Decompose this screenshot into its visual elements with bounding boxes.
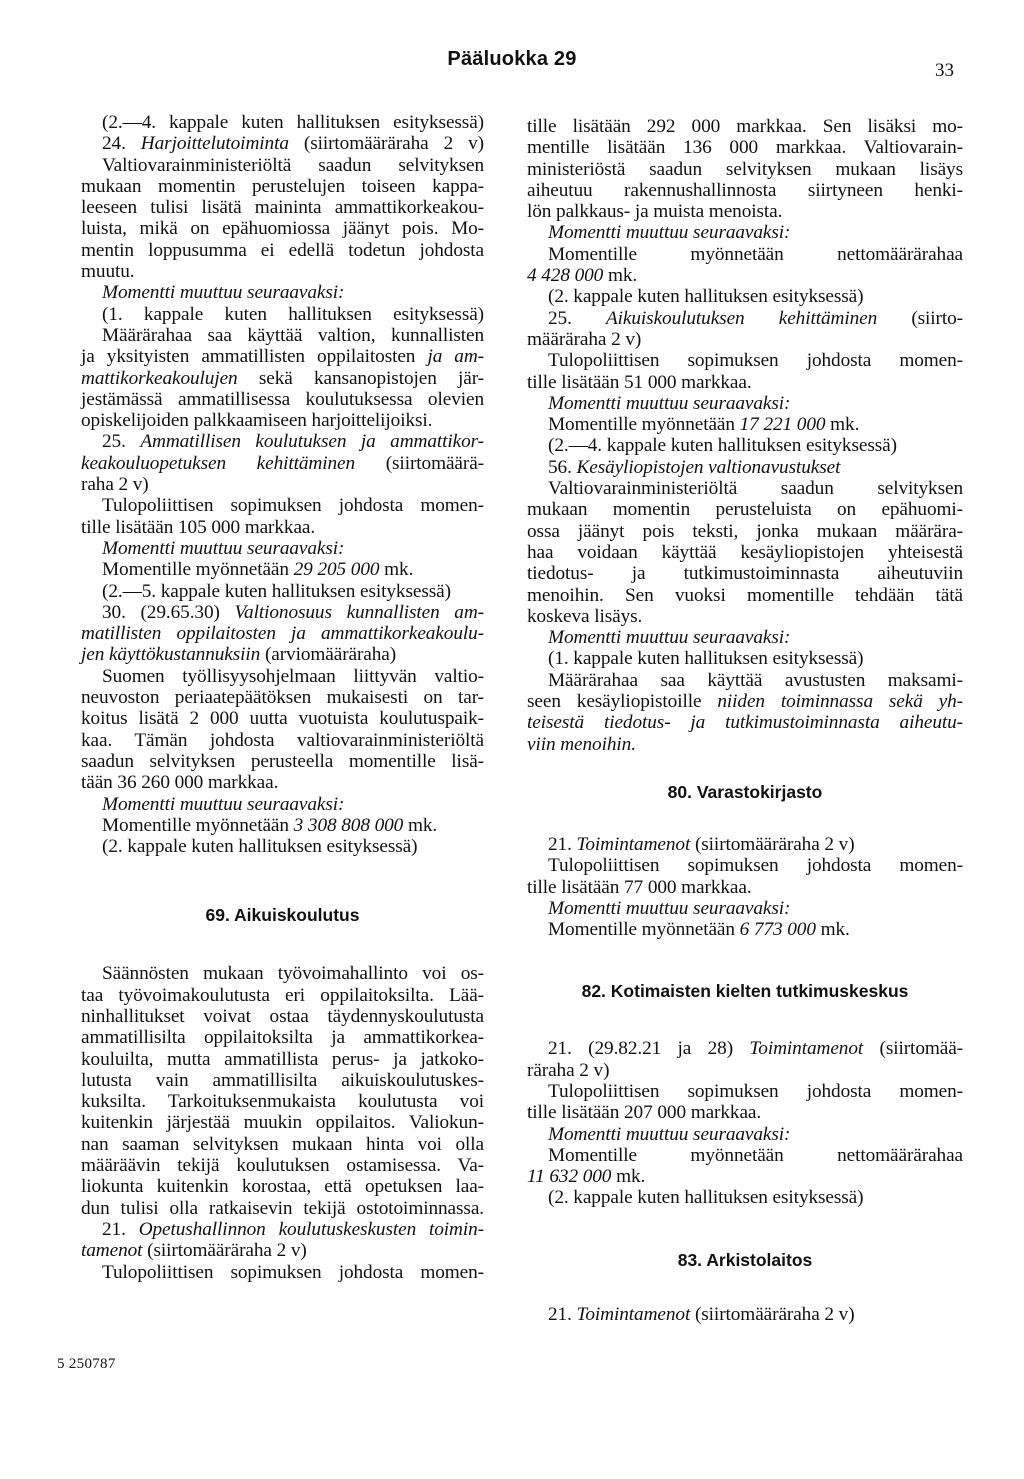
- text-segment: tille lisätään 51 000 markkaa.: [527, 371, 752, 393]
- text-segment: (2.—4. kappale kuten hallituksen esityksessä): [102, 112, 484, 133]
- italic-text: 17 221 000: [739, 414, 826, 436]
- text-segment: (siirto-: [877, 307, 963, 329]
- italic-text: mattikorkeakoulujen: [81, 367, 238, 389]
- text-segment: (2.—5. kappale kuten hallituksen esityksessä): [102, 580, 451, 602]
- text-line: [81, 474, 484, 495]
- text-segment: Määrärahaa saa käyttää valtion, kunnallisten: [102, 324, 484, 346]
- text-segment: (siirtomääräraha 2 v): [288, 133, 484, 155]
- text-line: [527, 116, 963, 137]
- text-segment: räraha 2 v): [527, 1059, 610, 1081]
- text-segment: tään 36 260 000 markkaa.: [81, 772, 279, 794]
- section-heading: 69. Aikuiskoulutus: [205, 905, 360, 926]
- text-line: [527, 265, 963, 286]
- text-segment: kaa. Tämän johdosta valtiovarainministeriöltä: [81, 729, 484, 751]
- italic-text: tamenot: [81, 1240, 143, 1262]
- text-line: [81, 240, 484, 261]
- text-segment: saadun selvityksen perusteella momentille lisä-: [81, 750, 484, 772]
- text-line: [527, 1145, 963, 1166]
- text-line: [81, 1070, 484, 1091]
- text-line: [81, 559, 484, 580]
- text-segment: (siirtomääräraha 2 v): [690, 1303, 855, 1325]
- italic-text: teisestä tiedotus- ja tutkimustoiminnasta aiheutu-: [527, 712, 963, 734]
- text-segment: kuitenkin järjestää muukin oppilaitos. Valiokun-: [81, 1112, 484, 1134]
- italic-text: Momentti muuttuu seuraavaksi:: [548, 1123, 791, 1145]
- text-line: [527, 670, 963, 691]
- text-segment: kouluilta, mutta ammatillista perus- ja jatkoko-: [81, 1048, 484, 1070]
- text-segment: 24.: [102, 133, 141, 155]
- italic-text: Momentti muuttuu seuraavaksi:: [102, 793, 345, 815]
- text-segment: jestämässä ammatillisessa koulutuksessa olevien: [81, 388, 484, 410]
- text-segment: 21.: [102, 1218, 139, 1240]
- text-line: [527, 1304, 963, 1325]
- text-line: [527, 1166, 963, 1187]
- text-line: [81, 644, 484, 665]
- text-line: [81, 538, 484, 559]
- right-column: [527, 116, 963, 1325]
- text-segment: aiheutuu rakennushallinnosta siirtyneen henki-: [527, 179, 963, 201]
- text-line: [81, 1240, 484, 1261]
- text-segment: määräävin tekijä koulutuksen ostamisessa. Va-: [81, 1155, 484, 1177]
- text-line: [527, 648, 963, 669]
- text-line: [527, 585, 963, 606]
- text-segment: ja yksityisten ammatillisten oppilaitosten: [81, 346, 428, 368]
- text-line: [527, 1081, 963, 1102]
- text-line: [527, 1124, 963, 1145]
- text-line: [81, 197, 484, 218]
- text-segment: (1. kappale kuten hallituksen esityksessä): [548, 648, 864, 670]
- text-segment: 56.: [548, 456, 577, 478]
- section-heading: 82. Kotimaisten kielten tutkimuskeskus: [581, 981, 909, 1002]
- italic-text: Ammatillisen koulutuksen ja ammattikor-: [140, 431, 484, 453]
- text-segment: Momentille myönnetään: [548, 414, 740, 436]
- text-segment: lutusta vain ammatillisilta aikuiskoulutuskes-: [81, 1069, 484, 1091]
- text-segment: Määrärahaa saa käyttää avustusten maksami-: [548, 669, 963, 691]
- text-segment: seen kesäyliopistoille: [527, 691, 718, 713]
- text-line: [81, 794, 484, 815]
- text-segment: mukaan momentin perusteluista on epähuomi-: [527, 499, 963, 521]
- text-line: [81, 112, 484, 133]
- text-line: [81, 666, 484, 687]
- text-line: [81, 751, 484, 772]
- text-segment: mk.: [403, 814, 438, 836]
- italic-text: Momentti muuttuu seuraavaksi:: [548, 627, 791, 649]
- text-segment: mk.: [379, 559, 414, 581]
- text-segment: tille lisätään 77 000 markkaa.: [527, 876, 752, 898]
- text-line: [527, 286, 963, 307]
- text-segment: ninhallitukset voivat ostaa täydennyskoulutusta: [81, 1005, 484, 1027]
- text-line: [81, 155, 484, 176]
- text-segment: Momentille myönnetään: [102, 814, 294, 836]
- text-segment: raha 2 v): [81, 474, 149, 496]
- text-line: [81, 1198, 484, 1219]
- italic-text: Valtionosuus kunnallisten am-: [234, 601, 484, 623]
- text-segment: Suomen työllisyysohjelmaan liittyvän valtio-: [102, 665, 484, 687]
- text-line: [81, 1049, 484, 1070]
- text-line: [527, 563, 963, 584]
- text-line: [81, 985, 484, 1006]
- text-segment: (2. kappale kuten hallituksen esityksessä): [548, 286, 864, 308]
- text-line: [81, 368, 484, 389]
- text-line: [527, 350, 963, 371]
- text-segment: 30. (29.65.30): [102, 601, 235, 623]
- text-segment: 25.: [548, 307, 606, 329]
- text-line: [81, 1134, 484, 1155]
- text-line: [81, 581, 484, 602]
- text-segment: luista, mikä on epähuomiossa jäänyt pois. Mo-: [81, 218, 484, 240]
- text-segment: mk.: [611, 1166, 646, 1188]
- italic-text: 29 205 000: [293, 559, 380, 581]
- text-line: [527, 877, 963, 898]
- text-segment: Tulopoliittisen sopimuksen johdosta momen-: [548, 350, 963, 372]
- text-segment: (siirtomäärä-: [355, 452, 484, 474]
- text-segment: määräraha 2 v): [527, 328, 642, 350]
- text-segment: dun tulisi olla ratkaisevin tekijä ostotoiminnassa.: [81, 1197, 484, 1219]
- text-line: [81, 431, 484, 452]
- text-line: [81, 1027, 484, 1048]
- text-line: [81, 261, 484, 282]
- italic-text: Kesäyliopistojen valtionavustukset: [576, 456, 841, 478]
- italic-text: Aikuiskoulutuksen kehittäminen: [605, 307, 878, 329]
- print-code: 5 250787: [57, 1356, 116, 1372]
- text-line: [81, 389, 484, 410]
- text-line: [527, 457, 963, 478]
- text-segment: koitus lisätä 2 000 uutta vuotuista koulutuspaik-: [81, 708, 484, 730]
- italic-text: 4 428 000: [527, 265, 604, 287]
- text-segment: haa voidaan käyttää kesäyliopistojen yhteisestä: [527, 541, 963, 563]
- text-segment: menoihin. Sen vuoksi momentille tehdään tätä: [527, 584, 963, 606]
- text-segment: (1. kappale kuten hallituksen esityksessä): [102, 303, 484, 325]
- text-line: [81, 1219, 484, 1240]
- text-line: [527, 329, 963, 350]
- text-segment: 21. (29.82.21 ja 28): [548, 1038, 750, 1060]
- text-line: [527, 834, 963, 855]
- text-segment: 21.: [548, 833, 577, 855]
- text-line: [81, 218, 484, 239]
- italic-text: Opetushallinnon koulutuskeskusten toimin-: [138, 1218, 484, 1240]
- text-line: [81, 772, 484, 793]
- text-line: [527, 180, 963, 201]
- text-line: [527, 1060, 963, 1081]
- text-segment: mk.: [603, 265, 638, 287]
- running-header: Pääluokka 29: [447, 48, 577, 70]
- text-segment: mentin loppusumma ei edellä todetun johdosta: [81, 239, 484, 261]
- text-segment: Momentille myönnetään nettomäärärahaa: [548, 1144, 963, 1166]
- text-segment: (siirtomääräraha 2 v): [690, 833, 855, 855]
- text-line: [527, 606, 963, 627]
- text-line: [81, 410, 484, 431]
- text-line: [527, 137, 963, 158]
- text-segment: tille lisätään 105 000 markkaa.: [81, 516, 316, 538]
- text-line: [527, 1038, 963, 1059]
- text-segment: (2. kappale kuten hallituksen esityksessä): [548, 1187, 864, 1209]
- text-line: [81, 1176, 484, 1197]
- italic-text: niiden toiminnassa sekä yh-: [717, 691, 963, 713]
- italic-text: keakouluopetuksen kehittäminen: [81, 452, 356, 474]
- text-segment: (siirtomääräraha 2 v): [142, 1240, 307, 1262]
- left-column: [81, 112, 484, 1283]
- section-heading: 83. Arkistolaitos: [677, 1249, 813, 1270]
- text-segment: Tulopoliittisen sopimuksen johdosta momen-: [102, 1261, 484, 1283]
- italic-text: Momentti muuttuu seuraavaksi:: [548, 222, 791, 244]
- text-line: [527, 435, 963, 456]
- text-segment: nan saaman selvityksen mukaan hinta voi olla: [81, 1133, 484, 1155]
- italic-text: jen käyttökustannuksiin: [81, 644, 261, 666]
- text-line: [527, 372, 963, 393]
- text-segment: tille lisätään 292 000 markkaa. Sen lisäksi mo-: [527, 116, 963, 137]
- text-segment: ammatillisilta oppilaitoksilta ja ammattikorkea-: [81, 1027, 484, 1049]
- text-line: [527, 627, 963, 648]
- text-segment: leeseen tulisi lisätä maininta ammattikorkeakou-: [81, 197, 484, 219]
- text-line: [81, 304, 484, 325]
- text-segment: Säännösten mukaan työvoimahallinto voi os-: [102, 963, 484, 985]
- text-line: [81, 133, 484, 154]
- text-line: [527, 414, 963, 435]
- text-segment: taa työvoimakoulutusta eri oppilaitoksilta. Lää-: [81, 984, 484, 1006]
- italic-text: matillisten oppilaitosten ja ammattikorkeakoulu-: [81, 623, 484, 645]
- text-line: [81, 1155, 484, 1176]
- text-segment: muutu.: [81, 261, 135, 283]
- text-segment: Momentille myönnetään: [102, 559, 294, 581]
- text-segment: (2.—4. kappale kuten hallituksen esityksessä): [548, 435, 897, 457]
- text-line: [81, 836, 484, 857]
- text-line: [527, 201, 963, 222]
- text-segment: mukaan momentin perustelujen toiseen kappa-: [81, 175, 484, 197]
- text-line: [527, 393, 963, 414]
- italic-text: ja am-: [427, 346, 484, 368]
- text-segment: Momentille myönnetään nettomäärärahaa: [548, 243, 963, 265]
- text-line: [81, 1006, 484, 1027]
- text-segment: mk.: [825, 414, 860, 436]
- text-line: [527, 521, 963, 542]
- text-line: [81, 687, 484, 708]
- text-line: [527, 898, 963, 919]
- text-line: [81, 495, 484, 516]
- italic-text: 3 308 808 000: [293, 814, 404, 836]
- text-line: [527, 1187, 963, 1208]
- text-line: [527, 308, 963, 329]
- text-line: [81, 325, 484, 346]
- text-line: [81, 1112, 484, 1133]
- italic-text: Toimintamenot: [576, 833, 691, 855]
- text-segment: sekä kansanopistojen jär-: [237, 367, 484, 389]
- text-line: [81, 1262, 484, 1283]
- text-line: [81, 176, 484, 197]
- text-line: [81, 1091, 484, 1112]
- text-line: [81, 517, 484, 538]
- text-line: [527, 712, 963, 733]
- text-line: [527, 244, 963, 265]
- text-line: [527, 542, 963, 563]
- italic-text: Harjoittelutoiminta: [140, 133, 289, 155]
- text-segment: (2. kappale kuten hallituksen esityksessä): [102, 836, 418, 858]
- text-segment: opiskelijoiden palkkaamiseen harjoittelijoiksi.: [81, 410, 433, 432]
- text-line: [527, 855, 963, 876]
- text-segment: Tulopoliittisen sopimuksen johdosta momen-: [548, 855, 963, 877]
- text-segment: tille lisätään 207 000 markkaa.: [527, 1102, 762, 1124]
- text-line: [81, 282, 484, 303]
- text-segment: liokunta kuitenkin korostaa, että opetuksen laa-: [81, 1176, 484, 1198]
- text-segment: ministeriöstä saadun selvityksen mukaan lisäys: [527, 158, 963, 180]
- page-number: 33: [935, 60, 954, 81]
- text-segment: 25.: [102, 431, 141, 453]
- text-line: [81, 602, 484, 623]
- text-line: [81, 815, 484, 836]
- italic-text: Momentti muuttuu seuraavaksi:: [102, 282, 345, 304]
- text-line: [527, 1102, 963, 1123]
- text-segment: neuvoston periaatepäätöksen mukaisesti on tar-: [81, 687, 484, 709]
- text-line: [81, 623, 484, 644]
- italic-text: viin menoihin.: [527, 733, 636, 755]
- text-segment: mk.: [815, 919, 850, 941]
- text-line: [527, 734, 963, 755]
- text-segment: ossa jäänyt pois teksti, jonka mukaan määrära-: [527, 520, 963, 542]
- text-segment: (arviomääräraha): [260, 644, 397, 666]
- text-segment: 21.: [548, 1303, 577, 1325]
- text-segment: Tulopoliittisen sopimuksen johdosta momen-: [548, 1080, 963, 1102]
- text-line: [527, 478, 963, 499]
- italic-text: Momentti muuttuu seuraavaksi:: [102, 537, 345, 559]
- text-segment: Valtiovarainministeriöltä saadun selvityksen: [548, 478, 963, 500]
- text-segment: Tulopoliittisen sopimuksen johdosta momen-: [102, 495, 484, 517]
- text-segment: (siirtomää-: [863, 1038, 963, 1060]
- text-line: [527, 159, 963, 180]
- text-line: [527, 499, 963, 520]
- italic-text: Toimintamenot: [576, 1303, 691, 1325]
- italic-text: Toimintamenot: [749, 1038, 864, 1060]
- text-segment: mentille lisätään 136 000 markkaa. Valtiovarain-: [527, 137, 963, 159]
- text-line: [81, 346, 484, 367]
- text-line: [81, 963, 484, 984]
- text-line: [527, 222, 963, 243]
- italic-text: 6 773 000: [739, 919, 816, 941]
- text-line: [81, 453, 484, 474]
- italic-text: Momentti muuttuu seuraavaksi:: [548, 897, 791, 919]
- italic-text: 11 632 000: [527, 1166, 612, 1188]
- text-line: [527, 919, 963, 940]
- text-segment: lön palkkaus- ja muista menoista.: [527, 201, 783, 223]
- text-segment: kuksilta. Tarkoituksenmukaista koulutusta voi: [81, 1091, 484, 1113]
- italic-text: Momentti muuttuu seuraavaksi:: [548, 392, 791, 414]
- section-heading: 80. Varastokirjasto: [667, 781, 823, 802]
- text-segment: Momentille myönnetään: [548, 919, 740, 941]
- text-line: [81, 708, 484, 729]
- text-line: [81, 730, 484, 751]
- text-segment: koskeva lisäys.: [527, 605, 643, 627]
- text-line: [527, 691, 963, 712]
- text-segment: tiedotus- ja tutkimustoiminnasta aiheutuviin: [527, 563, 963, 585]
- text-segment: Valtiovarainministeriöltä saadun selvityksen: [102, 154, 484, 176]
